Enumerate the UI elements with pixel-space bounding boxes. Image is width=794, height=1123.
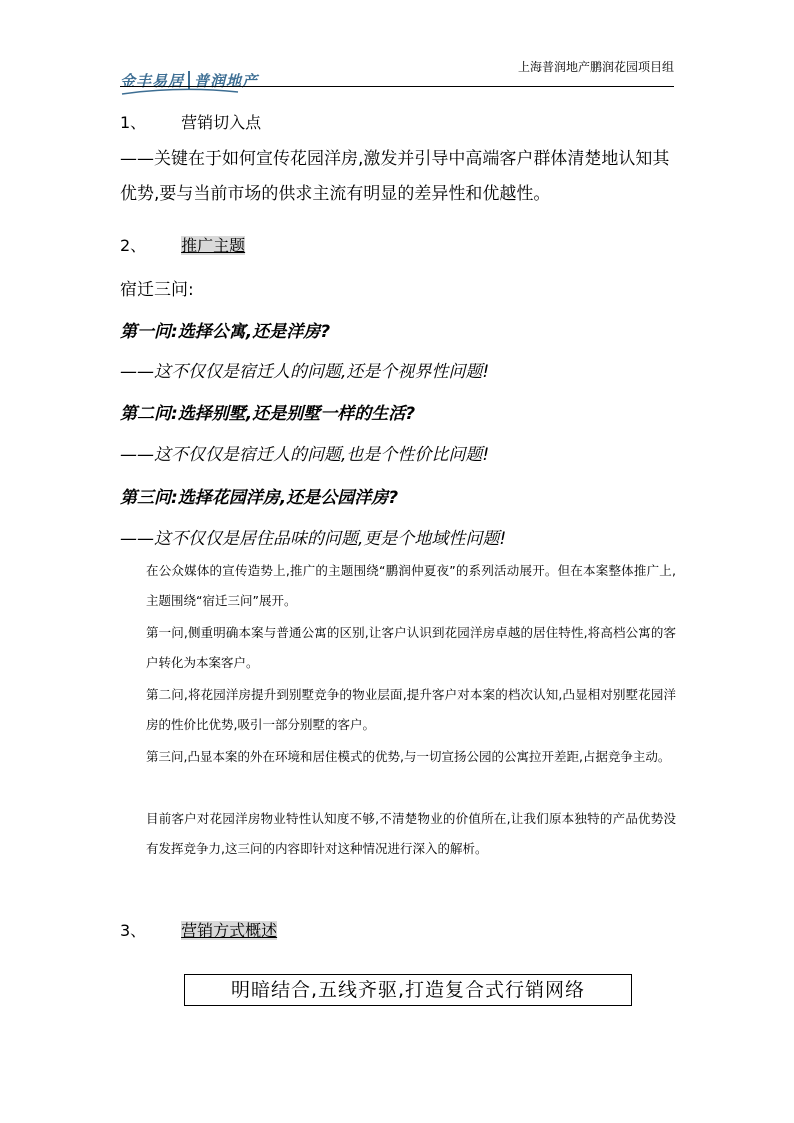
- section-number: 2、: [120, 236, 147, 255]
- header-rule: [120, 86, 674, 87]
- logo-swoosh-icon: [120, 88, 240, 96]
- body-paragraph-1: 在公众媒体的宣传造势上,推广的主题围绕“鹏润仲夏夜”的系列活动展开。但在本案整体推广上,主题围绕“宿迁三问”展开。: [146, 563, 676, 608]
- question-3: 第三问:选择花园洋房,还是公园洋房?: [120, 488, 399, 508]
- section-2-heading: [120, 233, 245, 256]
- strategy-box: 明暗结合,五线齐驱,打造复合式行销网络: [184, 974, 632, 1006]
- answer-3: ——这不仅仅是居住品味的问题,更是个地域性问题!: [120, 529, 507, 549]
- section-3-heading: [120, 918, 277, 941]
- body-paragraph-3: 第二问,将花园洋房提升到别墅竞争的物业层面,提升客户对本案的档次认知,凸显相对别墅花园洋房的性价比优势,吸引一部分别墅的客户。: [146, 687, 676, 732]
- answer-2: ——这不仅仅是宿迁人的问题,也是个性价比问题!: [120, 445, 490, 465]
- question-2: 第二问:选择别墅,还是别墅一样的生活?: [120, 404, 416, 424]
- answer-1: ——这不仅仅是宿迁人的问题,还是个视界性问题!: [120, 362, 490, 382]
- body-paragraph-2: 第一问,侧重明确本案与普通公寓的区别,让客户认识到花园洋房卓越的居住特性,将高档公寓的客户转化为本案客户。: [146, 625, 676, 670]
- logo-purun: 普润地产: [194, 71, 259, 90]
- section-title: 营销切入点: [181, 113, 262, 132]
- section-1-heading: [120, 110, 261, 133]
- question-1: 第一问:选择公寓,还是洋房?: [120, 322, 331, 342]
- section-title: 营销方式概述: [181, 921, 278, 940]
- company-logo: [120, 66, 258, 94]
- section-number: 3、: [120, 921, 147, 940]
- header-project-name: 上海普润地产鹏润花园项目组: [517, 60, 674, 74]
- three-questions-intro: 宿迁三问:: [120, 280, 194, 300]
- body-paragraph-5: 目前客户对花园洋房物业特性认知度不够,不清楚物业的价值所在,让我们原本独特的产品优势没有发挥竞争力,这三问的内容即针对这种情况进行深入的解析。: [146, 811, 676, 856]
- section-title: 推广主题: [181, 236, 246, 255]
- section-number: 1、: [120, 113, 147, 132]
- section-1-paragraph: ——关键在于如何宣传花园洋房,激发并引导中高端客户群体清楚地认知其优势,要与当前市场的供求主流有明显的差异性和优越性。: [120, 149, 670, 204]
- body-paragraph-4: 第三问,凸显本案的外在环境和居住模式的优势,与一切宣扬公园的公寓拉开差距,占据竞争主动。: [146, 749, 671, 764]
- logo-jinfeng: 金丰易居: [120, 71, 185, 90]
